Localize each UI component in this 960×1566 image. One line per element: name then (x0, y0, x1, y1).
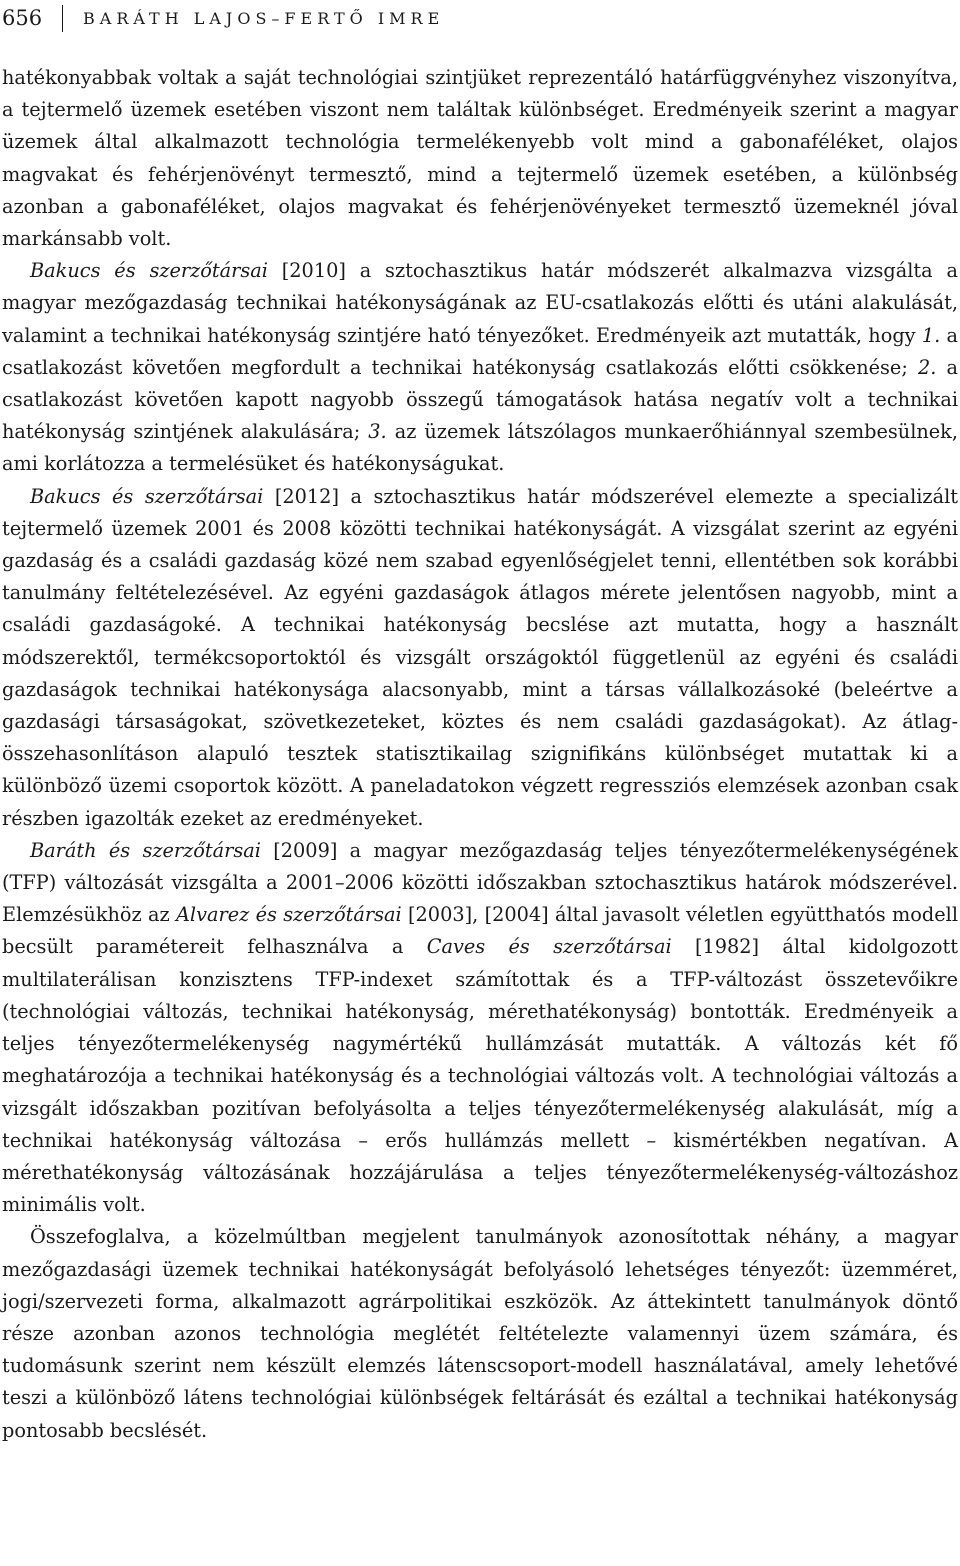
text-run: az üzemek látszólagos munkaerőhiánnyal szembesülnek, ami korlátozza a termelésüket és hatékonyságukat. (2, 420, 958, 476)
paragraph (2, 835, 958, 1221)
page-number: 656 (2, 6, 43, 30)
page-header (0, 4, 444, 32)
italic-text: 1. (921, 323, 941, 347)
italic-text: 3. (368, 420, 387, 444)
text-run: [2010] a sztochasztikus határ módszerét alkalmazva vizsgálta a magyar mezőgazdaság technikai hatékonyságának az EU-csatlakozás előtti és utáni alakulását, valamint a technikai hatékonyság szintjére ható tényezőket. Eredményeik azt mutatták, hogy (2, 259, 958, 347)
paragraph (2, 62, 958, 255)
running-head: BARÁTH LAJOS–FERTŐ IMRE (83, 8, 445, 28)
italic-text: 2. (917, 355, 937, 379)
italic-text: Caves és szerzőtársai (426, 935, 672, 959)
text-run: Összefoglalva, a közelmúltban megjelent tanulmányok azonosítottak néhány, a magyar mezőgazdasági üzemek technikai hatékonyságát befolyásoló lehetséges tényezőt: üzemméret, jogi/szervezeti forma, alkalmazott agrárpolitikai eszközök. Az áttekintett tanulmányok döntő része azonban azonos technológia meglétét feltételezte valamennyi üzem számára, és tudomásunk szerint nem készült elemzés látenscsoport-modell használatával, amely lehetővé teszi a különböző látens technológiai különbségek feltárását és ezáltal a technikai hatékonyság pontosabb becslését. (2, 1225, 958, 1442)
text-run: a csatlakozást követően megfordult a technikai hatékonyság csatlakozás előtti csökkenése; (2, 323, 958, 379)
text-run: [1982] által kidolgozott multilaterálisan konzisztens TFP-indexet számítottak és a TFP-változást összetevőikre (technológiai változás, technikai hatékonyság, mérethatékonyság) bontották. Eredményeik a teljes tényezőtermelékenység nagymértékű hullámzását mutatták. A változás két fő meghatározója a technikai hatékonyság és a technológiai változás volt. A technológiai változás a vizsgált időszakban pozitívan befolyásolta a teljes tényezőtermelékenység alakulását, míg a technikai hatékonyság változása – erős hullámzás mellett – kismértékben negatívan. A mérethatékonyság változásának hozzájárulása a teljes tényezőtermelékenység-változáshoz minimális volt. (2, 935, 958, 1217)
text-run: a csatlakozást követően kapott nagyobb összegű támogatások hatása negatív volt a technikai hatékonyság szintjének alakulására; (2, 355, 958, 444)
header-divider (62, 5, 63, 32)
text-run: [2009] a magyar mezőgazdaság teljes tényezőtermelékenységének (TFP) változását vizsgálta a 2001–2006 közötti időszakban sztochasztikus határok módszerével. Elemzésükhöz az (2, 838, 959, 927)
italic-text: Bakucs és szerzőtársai (30, 259, 268, 283)
paragraph (2, 1221, 958, 1446)
italic-text: Bakucs és szerzőtársai (30, 484, 264, 508)
text-run: hatékonyabbak voltak a saját technológiai szintjüket reprezentáló határfüggvényhez viszonyítva, a tejtermelő üzemek esetében viszont nem találtak különbséget. Eredményeik szerint a magyar üzemek által alkalmazott technológia termelékenyebb volt mind a gabonaféléket, olajos magvakat és fehérjenövényt termesztő, mind a tejtermelő üzemek esetében, a különbség azonban a gabonaféléket, olajos magvakat és fehérjenövényeket termesztő üzemeknél jóval markánsabb volt. (2, 66, 958, 251)
paragraph (2, 255, 958, 480)
text-run: [2012] a sztochasztikus határ módszerével elemezte a specializált tejtermelő üzemek 2001 és 2008 közötti technikai hatékonyságát. A vizsgálat szerint az egyéni gazdaság és a családi gazdaság közé nem szabad egyenlőségjelet tenni, ellentétben sok korábbi tanulmány feltételezésével. Az egyéni gazdaságok átlagos mérete jelentősen nagyobb, mint a családi gazdaságoké. A technikai hatékonyság becslése azt mutatta, hogy a használt módszerektől, termékcsoportoktól és vizsgált országoktól függetlenül az egyéni és családi gazdaságok technikai hatékonysága alacsonyabb, mint a társas vállalkozásoké (beleértve a gazdasági társaságokat, szövetkezeteket, köztes és nem családi gazdaságokat). Az átlag-összehasonlításon alapuló tesztek statisztikailag szignifikáns különbséget mutattak ki a különböző üzemi csoportok között. A paneladatokon végzett regressziós elemzések azonban csak részben igazolták ezeket az eredményeket. (2, 484, 958, 830)
paragraph (2, 481, 958, 835)
italic-text: Alvarez és szerzőtársai (176, 903, 402, 927)
italic-text: Baráth és szerzőtársai (30, 838, 261, 862)
text-run: [2003], [2004] által javasolt véletlen együtthatós modell becsült paramétereit felhasználva a (2, 903, 958, 959)
body-text (2, 62, 958, 1447)
